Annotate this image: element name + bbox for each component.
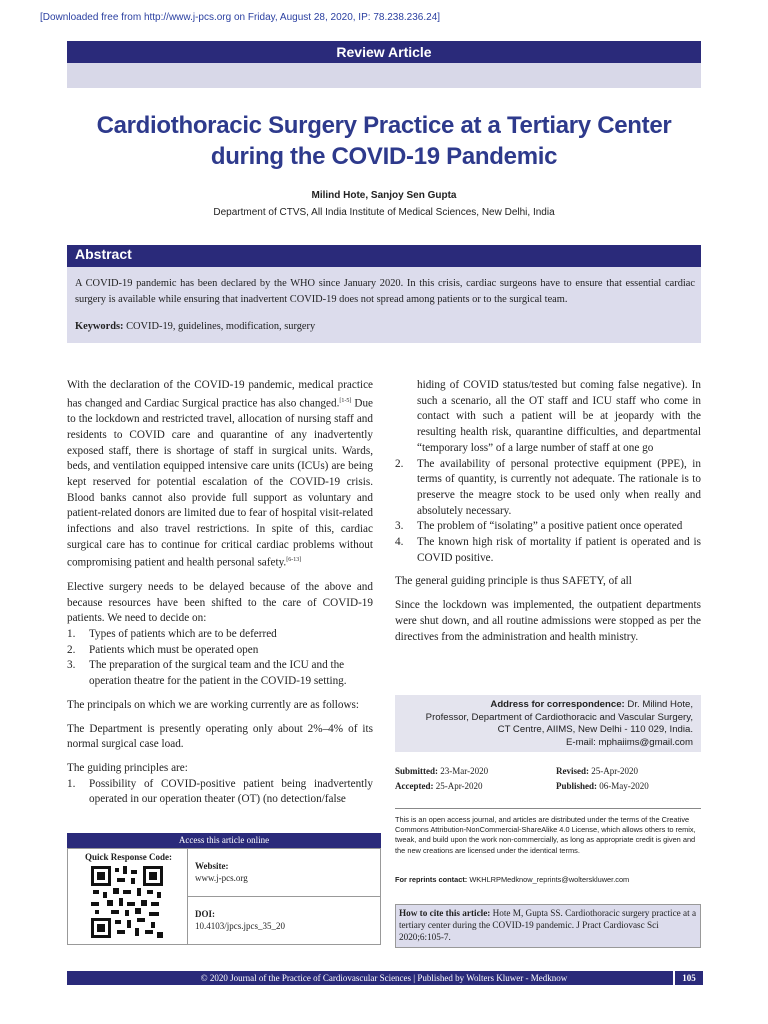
citation-ref[interactable]: [1-5]: [339, 397, 352, 404]
correspondence-email[interactable]: E-mail: mphaiims@gmail.com: [565, 736, 693, 748]
guiding-heading: The guiding principles are:: [67, 761, 188, 774]
divider: [395, 808, 701, 809]
abstract-heading: Abstract: [75, 246, 132, 262]
correspondence-label: Address for correspondence:: [490, 699, 625, 710]
header-band: [67, 63, 701, 88]
footer-copyright: © 2020 Journal of the Practice of Cardiovascular Sciences | Published by Wolters Kluwer - Medknow: [200, 973, 568, 983]
qr-code-icon[interactable]: [91, 866, 163, 938]
list-item: 3. The problem of “isolating” a positive patient once operated: [395, 520, 683, 533]
correspondence-address: Address for correspondence: Dr. Milind Hote, Professor, Department of Cardiothoracic and Vascular Surgery, CT Centre, AIIMS, New Delhi - 110 029, India. E-mail: mphaiims@gmail.com: [400, 699, 693, 749]
website-label: Website:: [195, 861, 229, 871]
lockdown-paragraph: Since the lockdown was implemented, the outpatient departments were shut down, and all routine admissions were stopped as per the directives from the administration and health ministry.: [395, 599, 701, 643]
page-number: 105: [673, 971, 703, 985]
article-title: Cardiothoracic Surgery Practice at a Tertiary Center during the COVID-19 Pandemic: [96, 112, 672, 170]
citation-text: How to cite this article: Hote M, Gupta SS. Cardiothoracic surgery practice at a tertiary center during the COVID-19 pandemic. J Pract Cardiovasc Sci 2020;6:105-7.: [399, 908, 697, 942]
doi-label: DOI:: [195, 909, 215, 919]
website-link[interactable]: www.j-pcs.org: [195, 873, 248, 883]
keywords-text: COVID-19, guidelines, modification, surgery: [123, 321, 316, 332]
list-item: 2. Patients which must be operated open: [67, 643, 259, 656]
left-column: [67, 378, 373, 816]
date-published: Published: 06-May-2020: [556, 781, 649, 791]
principles-paragraph: The principals on which we are working currently are as follows:: [67, 698, 360, 711]
guiding-list: [67, 777, 373, 808]
affiliation: Department of CTVS, All India Institute of Medical Sciences, New Delhi, India: [213, 207, 555, 218]
elective-paragraph: Elective surgery needs to be delayed because of the above and because resources have been shifted to the care of COVID-19 patients. We need to decide on:: [67, 580, 373, 625]
list-item: 4. The known high risk of mortality if patient is operated and is COVID positive.: [395, 536, 701, 564]
download-notice: [Downloaded free from http://www.j-pcs.org on Friday, August 28, 2020, IP: 78.238.236.24]: [40, 12, 441, 23]
right-column: [395, 378, 701, 653]
reprints-email[interactable]: WKHLRPMedknow_reprints@wolterskluwer.com: [467, 875, 630, 884]
open-access-notice: This is an open access journal, and articles are distributed under the terms of the Creative Commons Attribution-NonCommercial-ShareAlike 4.0 License, which allows others to remix, tweak, and build upon the work non-commercially, as long as appropriate credit is given and the new creations are licensed under the identical terms.: [395, 815, 696, 855]
caseload-paragraph: The Department is presently operating only about 2%–4% of its normal surgical case load.: [67, 722, 373, 751]
reprints-contact: For reprints contact: WKHLRPMedknow_reprints@wolterskluwer.com: [395, 875, 630, 884]
list-item: 2. The availability of personal protective equipment (PPE), in terms of quantity, is currently not adequate. The rationale is to preserve the meagre stock to be used only when really and absolutely necessary.: [395, 457, 701, 517]
author-list: Milind Hote, Sanjoy Sen Gupta: [311, 190, 457, 201]
decide-list: [67, 627, 373, 690]
qr-label: Quick Response Code:: [85, 852, 173, 862]
intro-paragraph: With the declaration of the COVID-19 pandemic, medical practice has changed and Cardiac Surgical practice has also changed.[1-5] Due to the lockdown and restricted travel, allocation of nursing staff and residents to COVID care and quarantine of any inadvertently exposed staff, there is shortage of staff in surgical units. Wards, beds, and ventilation equipped intensive care units (ICUs) are being kept reserved for potential escalation of the COVID-19 crisis. Blood banks cannot also provide full support as voluntary and patient-related donors are limited due to fear of hospital visit-related infections and also travel restrictions. In spite of this, cardiac surgical care has to continue for critical cardiac problems without compromising patient and health personal safety.[6-13]: [67, 379, 374, 570]
list-item: 1. Types of patients which are to be deferred: [67, 628, 277, 641]
divider: [187, 896, 381, 897]
abstract-header-bar: [67, 245, 701, 267]
list-item: 3. The preparation of the surgical team and the ICU and the operation theatre for the patient in the COVID-19 setting.: [67, 659, 347, 688]
list-item: 1. Possibility of COVID-positive patient being inadvertently operated in our operation theater (OT) (no detection/false: [67, 777, 373, 806]
guiding-list-continued: [395, 378, 701, 566]
date-submitted: Submitted: 23-Mar-2020: [395, 766, 489, 776]
date-accepted: Accepted: 25-Apr-2020: [395, 781, 483, 791]
list-item: hiding of COVID status/tested but coming false negative). In such a scenario, all the OT staff and ICU staff who come in contact with such a patient will be at jeopardy with the resulting health risk, quarantine difficulties, and departmental “temporary loss” of a large number of staff at one go: [417, 379, 701, 454]
doi-link[interactable]: 10.4103/jpcs.jpcs_35_20: [195, 921, 285, 931]
keywords-label: Keywords:: [75, 321, 124, 332]
date-revised: Revised: 25-Apr-2020: [556, 766, 639, 776]
article-type-banner: Review Article: [67, 41, 701, 63]
abstract-text: A COVID-19 pandemic has been declared by the WHO since January 2020. In this crisis, cardiac surgeons have to ensure that essential cardiac surgery is available while ensuring that inadvertent COVID-19 does not spread among patients or to the surgical team.: [75, 278, 695, 305]
citation-ref[interactable]: [6-13]: [286, 557, 302, 564]
access-online-heading: Access this article online: [67, 833, 381, 848]
safety-paragraph: The general guiding principle is thus SAFETY, of all: [395, 575, 632, 588]
keywords: [75, 321, 315, 332]
